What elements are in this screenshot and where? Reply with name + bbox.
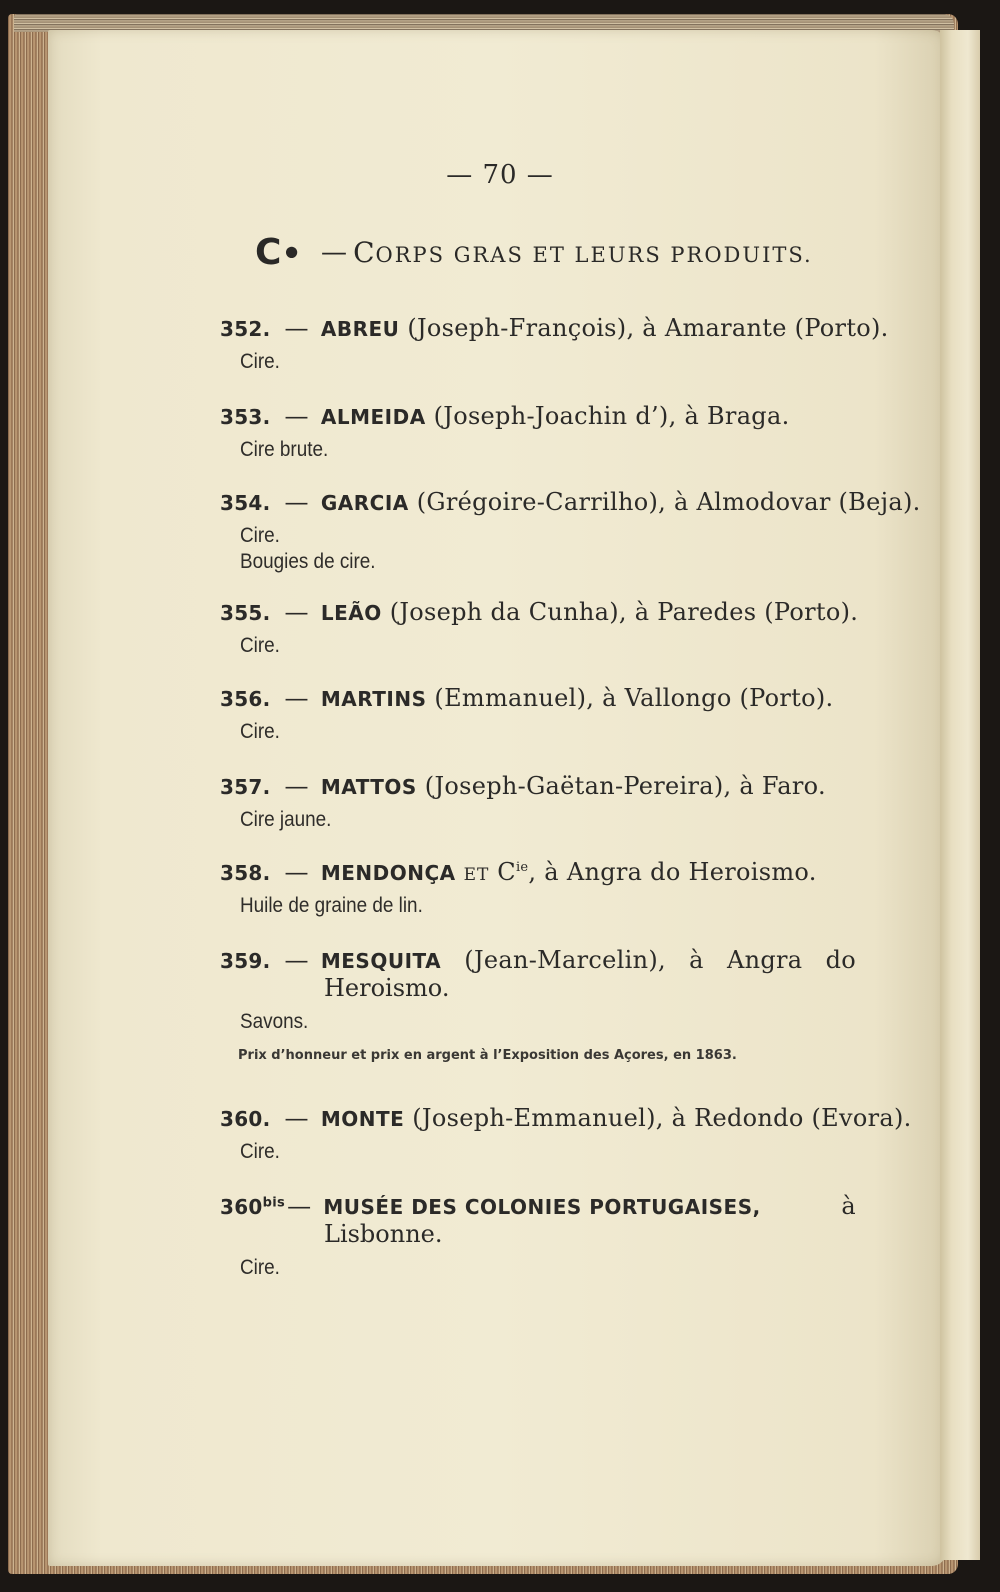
entry-item: Cire. [240, 1256, 280, 1279]
entry-360: 360. — MONTE (Joseph-Emmanuel), à Redondo (Evora). Cire. [220, 1104, 912, 1163]
entry-357: 357. — MATTOS (Joseph-Gaëtan-Pereira), à Faro. Cire jaune. [220, 772, 826, 831]
entry-item: Savons. [240, 1010, 309, 1033]
entry-item: Cire. [240, 524, 280, 547]
entry-item: Cire. [240, 634, 280, 657]
entry-continuation: Lisbonne. [324, 1220, 443, 1248]
entry-355: 355. — LEÃO (Joseph da Cunha), à Paredes (Porto). Cire. [220, 598, 859, 657]
right-page-edge [940, 30, 980, 1560]
entry-359: 359. — MESQUITA (Jean-Marcelin), à Angra do Heroismo. Savons. Prix d’honneur et prix en argent à l’Exposition des Açores, en 1863. [220, 946, 860, 1063]
entry-item: Cire. [240, 350, 280, 373]
entry-356: 356. — MARTINS (Emmanuel), à Vallongo (Porto). Cire. [220, 684, 834, 743]
entry-item: Cire. [240, 1140, 280, 1163]
entry-item: Cire jaune. [240, 808, 332, 831]
entry-352: 352. — ABREU (Joseph-François), à Amarante (Porto). Cire. [220, 314, 889, 373]
section-heading [255, 232, 813, 273]
entry-item: Huile de graine de lin. [240, 894, 423, 917]
section-title: CORPS GRAS ET LEURS PRODUITS. [353, 236, 813, 269]
entry-item: Cire. [240, 720, 280, 743]
section-dot: • [281, 233, 302, 272]
entry-360bis: $360^{bis}—$ MUSÉE DES COLONIES PORTUGAISES, à Lisbonne. Cire. [220, 1192, 860, 1280]
section-dash: — [320, 237, 348, 268]
section-letter: C [255, 232, 282, 273]
page-number: — 70 — [446, 160, 554, 190]
entry-353: 353. — ALMEIDA (Joseph-Joachin d’), à Braga. Cire brute. [220, 402, 860, 462]
award-note: Prix d’honneur et prix en argent à l’Exposition des Açores, en 1863. [238, 1048, 737, 1063]
entry-354: 354. — GARCIA (Grégoire-Carrilho), à Almodovar (Beja). Cire. Bougies de cire. [220, 488, 921, 573]
entry-item: Bougies de cire. [240, 550, 376, 573]
entry-item: Cire brute. [240, 438, 329, 461]
entry-358: 358. — MENDONÇA ET $C^{ie}$, à Angra do Heroismo. Huile de graine de lin. [220, 858, 817, 917]
entry-continuation: Heroismo. [324, 974, 450, 1002]
